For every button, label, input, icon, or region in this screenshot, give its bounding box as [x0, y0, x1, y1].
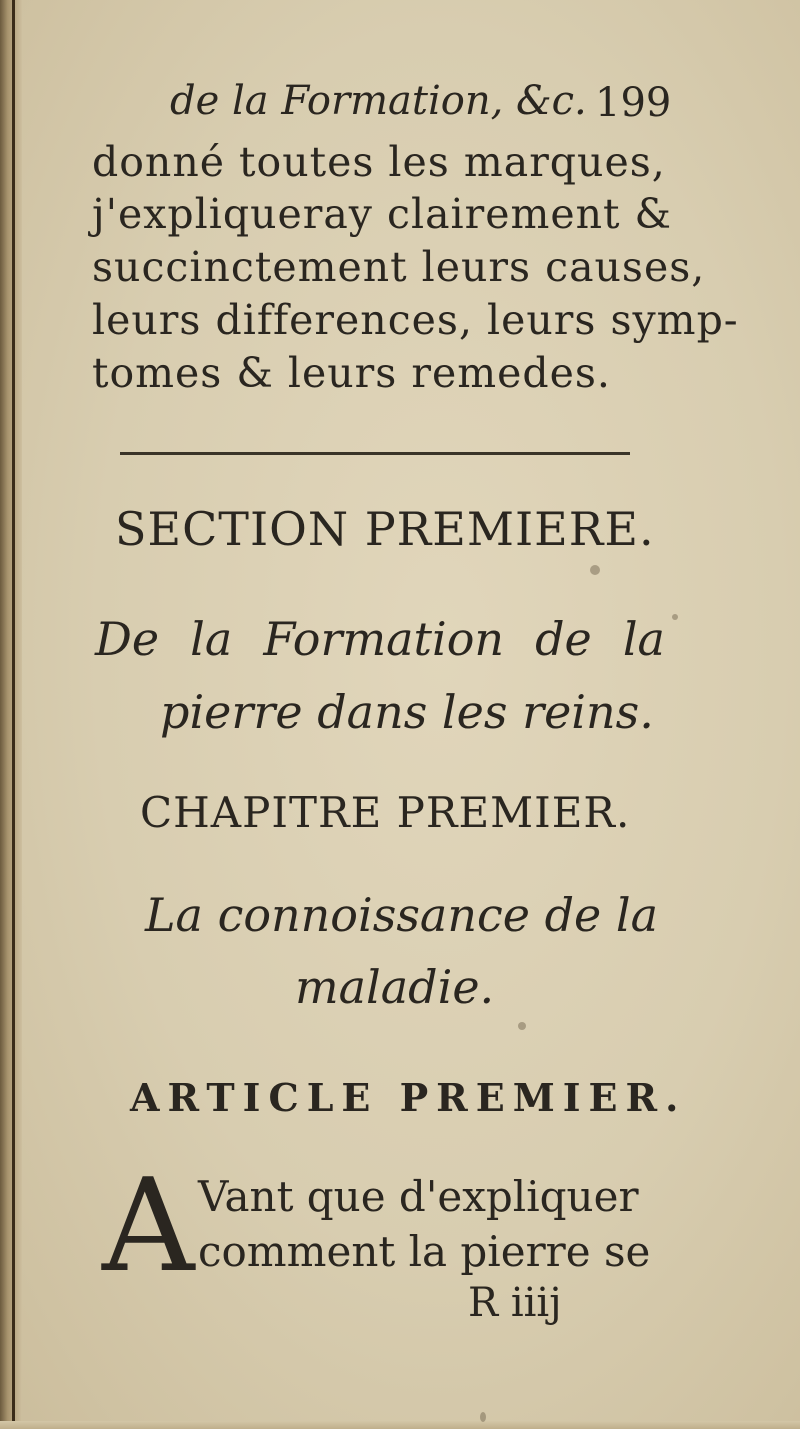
article-line: comment la pierre se: [198, 1227, 651, 1276]
chapter-heading: CHAPITRE PREMIER.: [140, 788, 631, 837]
article-line: Vant que d'expliquer: [198, 1172, 639, 1221]
section-title-word: la: [190, 612, 233, 666]
binding-gutter: [0, 0, 22, 1429]
section-title-line-2: pierre dans les reins.: [160, 685, 654, 739]
article-heading: ARTICLE PREMIER.: [130, 1075, 687, 1120]
page-bottom-edge: [0, 1421, 800, 1429]
drop-cap: A: [102, 1152, 195, 1301]
gutter-shadow-line: [12, 0, 15, 1429]
section-title-word: Formation: [263, 612, 505, 666]
chapter-title-line-1: La connoissance de la: [145, 888, 659, 942]
body-line: j'expliqueray clairement &: [92, 190, 673, 238]
signature-mark: R iiij: [468, 1280, 562, 1326]
ink-spot: [518, 1022, 526, 1030]
section-title-line-1: [95, 612, 665, 666]
body-line: leurs differences, leurs symp-: [92, 296, 739, 344]
section-heading: SECTION PREMIERE.: [115, 502, 655, 556]
chapter-title-line-2: maladie.: [295, 960, 495, 1014]
section-title-word: la: [622, 612, 665, 666]
body-line: donné toutes les marques,: [92, 138, 666, 186]
horizontal-rule: [120, 452, 630, 455]
page-number: 199: [595, 80, 672, 126]
body-line: tomes & leurs remedes.: [92, 349, 611, 397]
body-line: succinctement leurs causes,: [92, 243, 706, 291]
ink-spot: [590, 565, 600, 575]
ink-spot: [480, 1412, 486, 1422]
ink-spot: [672, 614, 678, 620]
section-title-word: De: [95, 612, 160, 666]
section-title-word: de: [535, 612, 592, 666]
running-head: de la Formation, &c.: [170, 78, 587, 124]
